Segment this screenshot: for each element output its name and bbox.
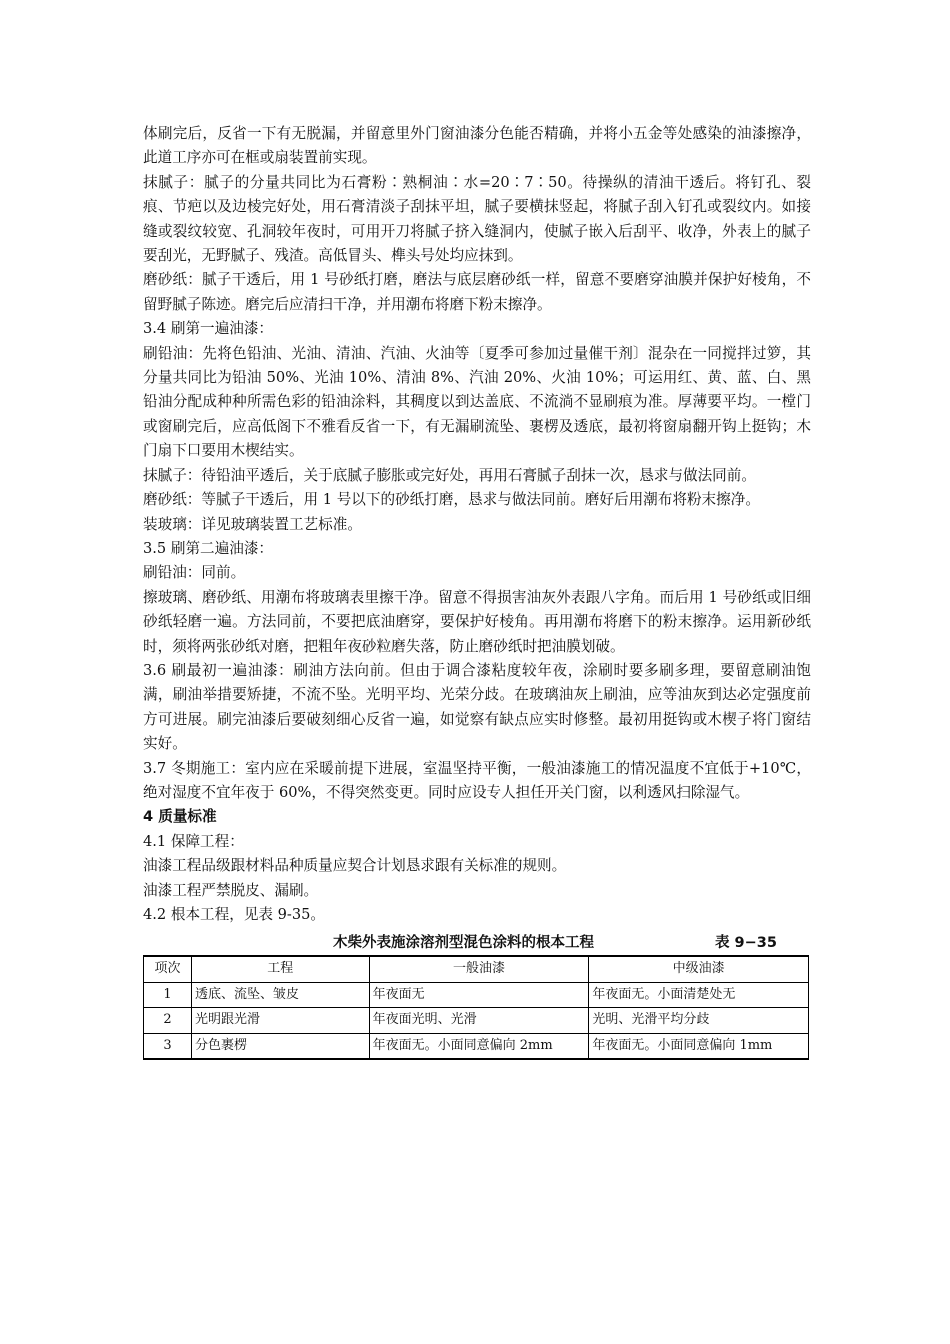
quality-standard-table bbox=[143, 955, 809, 1060]
table-cell: 光明跟光滑 bbox=[191, 1008, 369, 1033]
table-cell: 3 bbox=[144, 1033, 192, 1059]
section-heading: 4.2 根本工程，见表 9-35。 bbox=[143, 906, 326, 923]
table-row bbox=[144, 1008, 809, 1033]
paragraph: 抹腻子：待铅油平透后，关于底腻子膨胀或完好处，再用石膏腻子刮抹一次，恳求与做法同前。 bbox=[143, 466, 756, 484]
table-header-row bbox=[144, 956, 809, 982]
paragraph: 擦玻璃、磨砂纸、用潮布将玻璃表里擦干净。留意不得损害油灰外表跟八字角。而后用 1 号砂纸或旧细砂纸轻磨一遍。方法同前，不要把底油磨穿，要保护好棱角。再用潮布将磨下的粉末擦净。运用新砂纸时，须将两张砂纸对磨，把粗年夜砂粒磨失落，防止磨砂纸时把油膜划破。 bbox=[143, 588, 811, 655]
paragraph: 3.7 冬期施工：室内应在采暖前提下进展，室温坚持平衡，一般油漆施工的情况温度不宜低于+10℃，绝对湿度不宜年夜于 60%，不得突然变更。同时应设专人担任开关门窗，以利透风扫除湿气。 bbox=[143, 759, 811, 801]
table-header-cell: 中级油漆 bbox=[589, 956, 809, 982]
table-cell: 年夜面无。小面同意偏向 2mm bbox=[369, 1033, 589, 1059]
table-cell: 年夜面无。小面同意偏向 1mm bbox=[589, 1033, 809, 1059]
table-cell: 年夜面无。小面清楚处无 bbox=[589, 982, 809, 1007]
paragraph: 磨砂纸：等腻子干透后，用 1 号以下的砂纸打磨，恳求与做法同前。磨好后用潮布将粉末擦净。 bbox=[143, 491, 760, 509]
table-cell: 1 bbox=[144, 982, 192, 1007]
table-title: 木柴外表施涂溶剂型混色涂料的根本工程 bbox=[333, 935, 594, 952]
table-cell: 年夜面光明、光滑 bbox=[369, 1008, 589, 1033]
document-body bbox=[143, 122, 811, 927]
table-caption bbox=[143, 929, 811, 953]
paragraph: 体刷完后，反省一下有无脱漏，并留意里外门窗油漆分色能否精确，并将小五金等处感染的油漆擦净，此道工序亦可在框或扇装置前实现。 bbox=[143, 125, 811, 167]
table-row bbox=[144, 982, 809, 1007]
document-page bbox=[143, 122, 811, 1060]
table-cell: 2 bbox=[144, 1008, 192, 1033]
section-heading: 4 质量标准 bbox=[143, 808, 217, 826]
paragraph: 3.6 刷最初一遍油漆：刷油方法向前。但由于调合漆粘度较年夜，涂刷时要多刷多理，要留意刷油饱满，刷油举措要矫捷，不流不坠。光明平均、光荣分歧。在玻璃油灰上刷油，应等油灰到达必定强度前方可进展。刷完油漆后要破刻细心反省一遍，如觉察有缺点应实时修整。最初用挺钩或木楔子将门窗结实好。 bbox=[143, 661, 811, 753]
table-cell: 透底、流坠、皱皮 bbox=[191, 982, 369, 1007]
table-number: 表 9−35 bbox=[715, 935, 777, 952]
paragraph: 装玻璃：详见玻璃装置工艺标准。 bbox=[143, 515, 362, 533]
paragraph: 油漆工程严禁脱皮、漏刷。 bbox=[143, 881, 319, 899]
paragraph: 刷铅油：先将色铅油、光油、清油、汽油、火油等〔夏季可参加过量催干剂〕混杂在一同搅拌过箩，其分量共同比为铅油 50%、光油 10%、清油 8%、汽油 20%、火油 10%；可运用红、黄、蓝、白、黑铅油分配成种种所需色彩的铅油涂料，其稠度以到达盖底、不流淌不显刷痕为准。厚薄要平均。一樘门或窗刷完后，应高低阁下不雅看反省一下，有无漏刷流坠、裹楞及透底，最初将窗扇翻开钩上挺钩；木门扇下口要用木楔结实。 bbox=[143, 344, 811, 460]
table-row bbox=[144, 1033, 809, 1059]
table-header-cell: 一般油漆 bbox=[369, 956, 589, 982]
paragraph: 油漆工程品级跟材料品种质量应契合计划恳求跟有关标准的规则。 bbox=[143, 857, 567, 875]
table-cell: 光明、光滑平均分歧 bbox=[589, 1008, 809, 1033]
table-header-cell: 项次 bbox=[144, 956, 192, 982]
table-header-cell: 工程 bbox=[191, 956, 369, 982]
section-heading: 3.5 刷第二遍油漆： bbox=[143, 539, 274, 557]
table-cell: 年夜面无 bbox=[369, 982, 589, 1007]
section-heading: 4.1 保障工程： bbox=[143, 832, 244, 850]
paragraph: 抹腻子：腻子的分量共同比为石膏粉∶熟桐油∶水=20∶7∶50。待操纵的清油干透后。将钉孔、裂痕、节疤以及边棱完好处，用石膏清淡子刮抹平坦，腻子要横抹竖起，将腻子刮入钉孔或裂纹内。如接缝或裂纹较宽、孔洞较年夜时，可用开刀将腻子挤入缝洞内，使腻子嵌入后刮平、收净，外表上的腻子要刮光，无野腻子、残渣。高低冒头、榫头号处均应抹到。 bbox=[143, 173, 811, 265]
paragraph: 磨砂纸：腻子干透后，用 1 号砂纸打磨，磨法与底层磨砂纸一样，留意不要磨穿油膜并保护好棱角，不留野腻子陈迹。磨完后应清扫干净，并用潮布将磨下粉末擦净。 bbox=[143, 271, 811, 313]
paragraph: 刷铅油：同前。 bbox=[143, 564, 246, 582]
section-heading: 3.4 刷第一遍油漆： bbox=[143, 320, 274, 338]
table-cell: 分色裹楞 bbox=[191, 1033, 369, 1059]
